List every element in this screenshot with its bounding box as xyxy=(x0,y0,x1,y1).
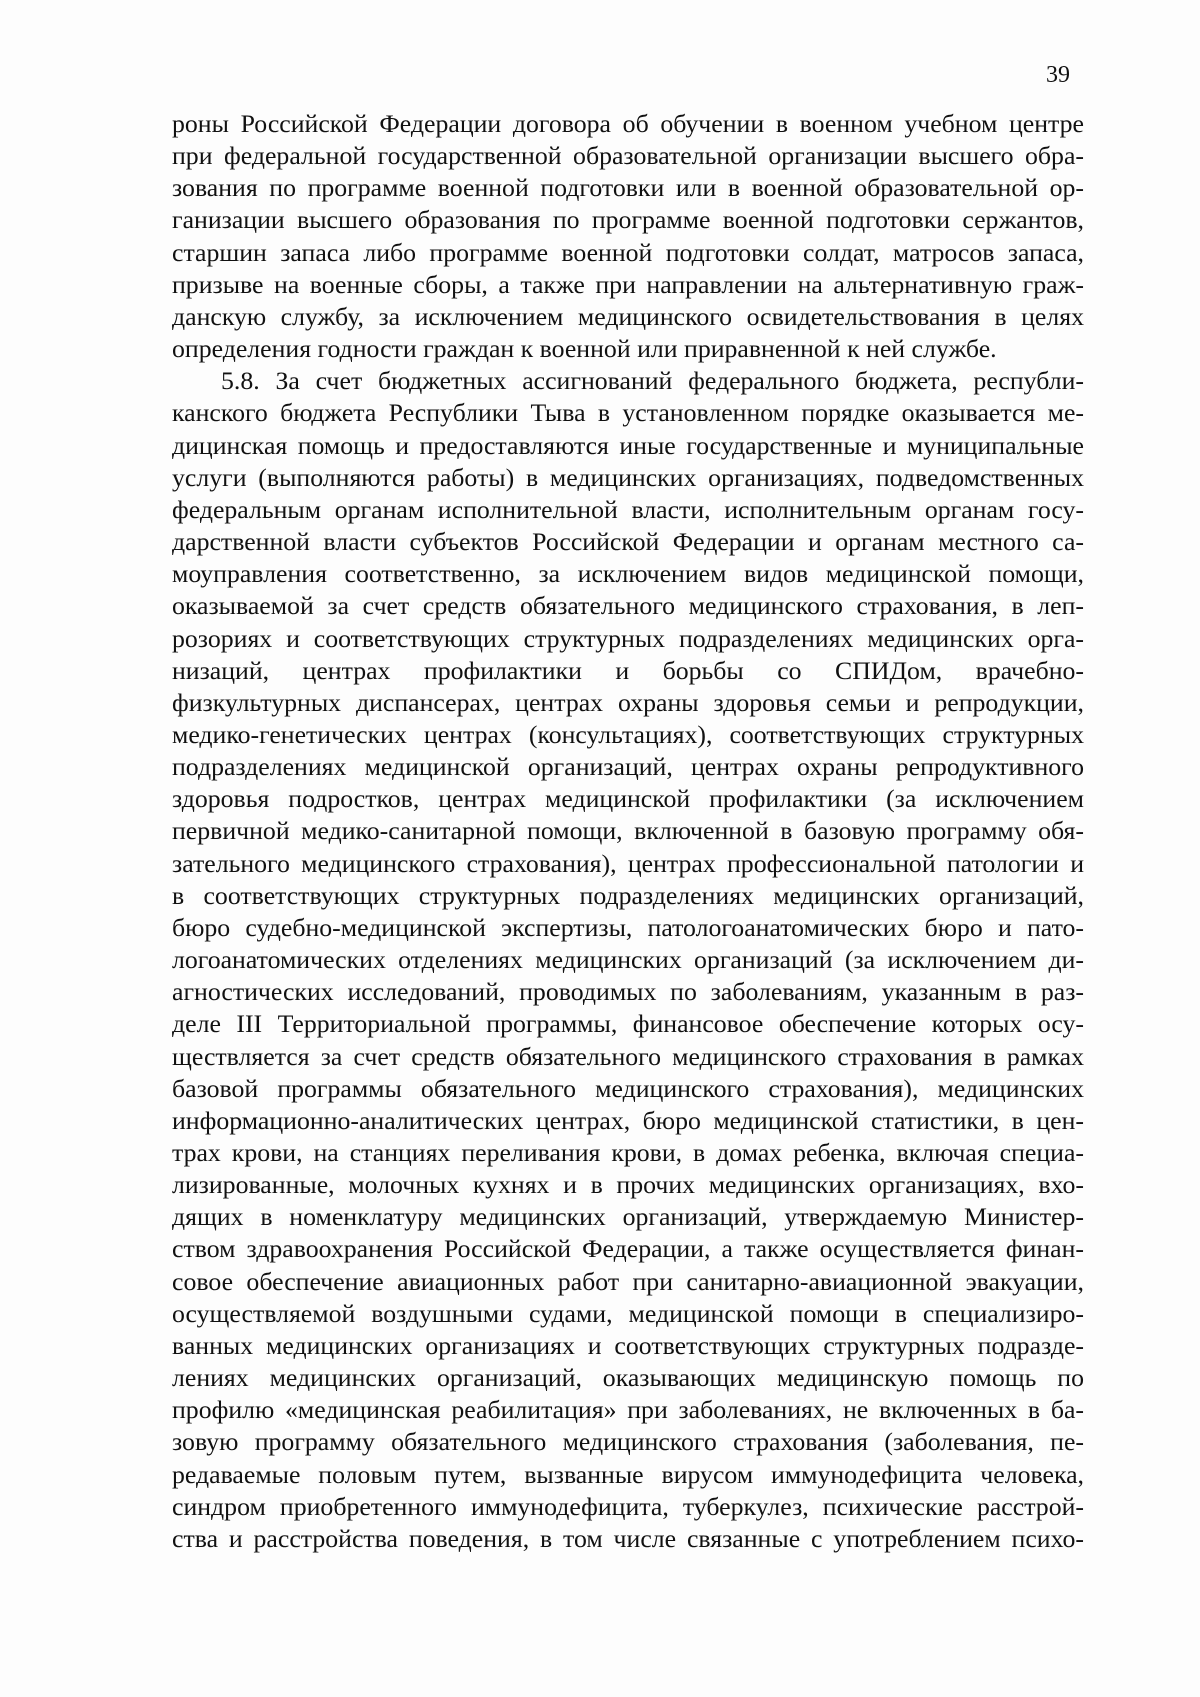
text-line: логоанатомических отделениях медицинских организаций (за исключением ди- xyxy=(172,945,1084,975)
text-line: первичной медико-санитарной помощи, включенной в базовую программу обя- xyxy=(172,816,1084,846)
text-line: дящих в номенклатуру медицинских организаций, утверждаемую Министер- xyxy=(172,1202,1084,1232)
text-line: дицинская помощь и предоставляются иные государственные и муниципальные xyxy=(172,430,1084,460)
text-line: информационно-аналитических центрах, бюро медицинской статистики, в цен- xyxy=(172,1105,1084,1135)
text-line: деле III Территориальной программы, финансовое обеспечение которых осу- xyxy=(172,1009,1084,1039)
text-line: 5.8. За счет бюджетных ассигнований федерального бюджета, республи- xyxy=(221,366,1084,396)
text-line: зовую программу обязательного медицинского страхования (заболевания, пе- xyxy=(172,1427,1084,1457)
text-line: физкультурных диспансерах, центрах охраны здоровья семьи и репродукции, xyxy=(172,687,1084,717)
text-line: бюро судебно-медицинской экспертизы, патологоанатомических бюро и пато- xyxy=(172,912,1084,942)
text-line: определения годности граждан к военной или приравненной к ней службе. xyxy=(172,334,997,364)
text-line: редаваемые половым путем, вызванные вирусом иммунодефицита человека, xyxy=(172,1459,1084,1489)
text-line: канского бюджета Республики Тыва в установленном порядке оказывается ме- xyxy=(172,398,1084,428)
text-line: при федеральной государственной образовательной организации высшего обра- xyxy=(172,141,1084,171)
text-line: синдром приобретенного иммунодефицита, туберкулез, психические расстрой- xyxy=(172,1491,1084,1521)
text-line: осуществляемой воздушными судами, медицинской помощи в специализиро- xyxy=(172,1298,1084,1328)
text-line: медико-генетических центрах (консультациях), соответствующих структурных xyxy=(172,719,1084,749)
text-line: оказываемой за счет средств обязательного медицинского страхования, в леп- xyxy=(172,591,1084,621)
text-line: профилю «медицинская реабилитация» при заболеваниях, не включенных в ба- xyxy=(172,1395,1084,1425)
text-line: федеральным органам исполнительной власти, исполнительным органам госу- xyxy=(172,494,1084,524)
text-line: здоровья подростков, центрах медицинской профилактики (за исключением xyxy=(172,784,1084,814)
text-line: совое обеспечение авиационных работ при санитарно-авиационной эвакуации, xyxy=(172,1266,1084,1296)
text-line: в соответствующих структурных подразделениях медицинских организаций, xyxy=(172,880,1084,910)
text-line: базовой программы обязательного медицинского страхования), медицинских xyxy=(172,1073,1084,1103)
text-line: ществляется за счет средств обязательного медицинского страхования в рамках xyxy=(172,1041,1084,1071)
text-line: ства и расстройства поведения, в том числе связанные с употреблением психо- xyxy=(172,1523,1084,1553)
text-line: трах крови, на станциях переливания крови, в домах ребенка, включая специа- xyxy=(172,1138,1084,1167)
text-line: ванных медицинских организациях и соответствующих структурных подразде- xyxy=(172,1330,1084,1360)
text-line: старшин запаса либо программе военной подготовки солдат, матросов запаса, xyxy=(172,237,1084,267)
text-line: агностических исследований, проводимых по заболеваниям, указанным в раз- xyxy=(172,977,1084,1007)
text-line: услуги (выполняются работы) в медицинских организациях, подведомственных xyxy=(172,462,1084,492)
paragraph xyxy=(172,365,1084,1555)
text-line: низаций, центрах профилактики и борьбы со СПИДом, врачебно- xyxy=(172,655,1084,685)
text-line: роны Российской Федерации договора об обучении в военном учебном центре xyxy=(172,109,1084,138)
text-line: моуправления соответственно, за исключением видов медицинской помощи, xyxy=(172,559,1084,589)
document-body xyxy=(172,108,1084,1555)
text-line: данскую службу, за исключением медицинского освидетельствования в целях xyxy=(172,301,1084,331)
text-line: ганизации высшего образования по программе военной подготовки сержантов, xyxy=(172,205,1084,235)
text-line: подразделениях медицинской организаций, центрах охраны репродуктивного xyxy=(172,752,1084,782)
text-line: зования по программе военной подготовки или в военной образовательной ор- xyxy=(172,173,1084,203)
text-line: лениях медицинских организаций, оказывающих медицинскую помощь по xyxy=(172,1363,1084,1393)
text-line: розориях и соответствующих структурных подразделениях медицинских орга- xyxy=(172,623,1084,653)
text-line: лизированные, молочных кухнях и в прочих медицинских организациях, вхо- xyxy=(172,1170,1084,1200)
text-line: дарственной власти субъектов Российской Федерации и органам местного са- xyxy=(172,527,1084,557)
text-line: зательного медицинского страхования), центрах профессиональной патологии и xyxy=(172,848,1084,878)
text-line: ством здравоохранения Российской Федерации, а также осуществляется финан- xyxy=(172,1234,1084,1264)
text-line: призыве на военные сборы, а также при направлении на альтернативную граж- xyxy=(172,269,1084,299)
page-number: 39 xyxy=(1046,62,1070,88)
paragraph xyxy=(172,108,1084,365)
